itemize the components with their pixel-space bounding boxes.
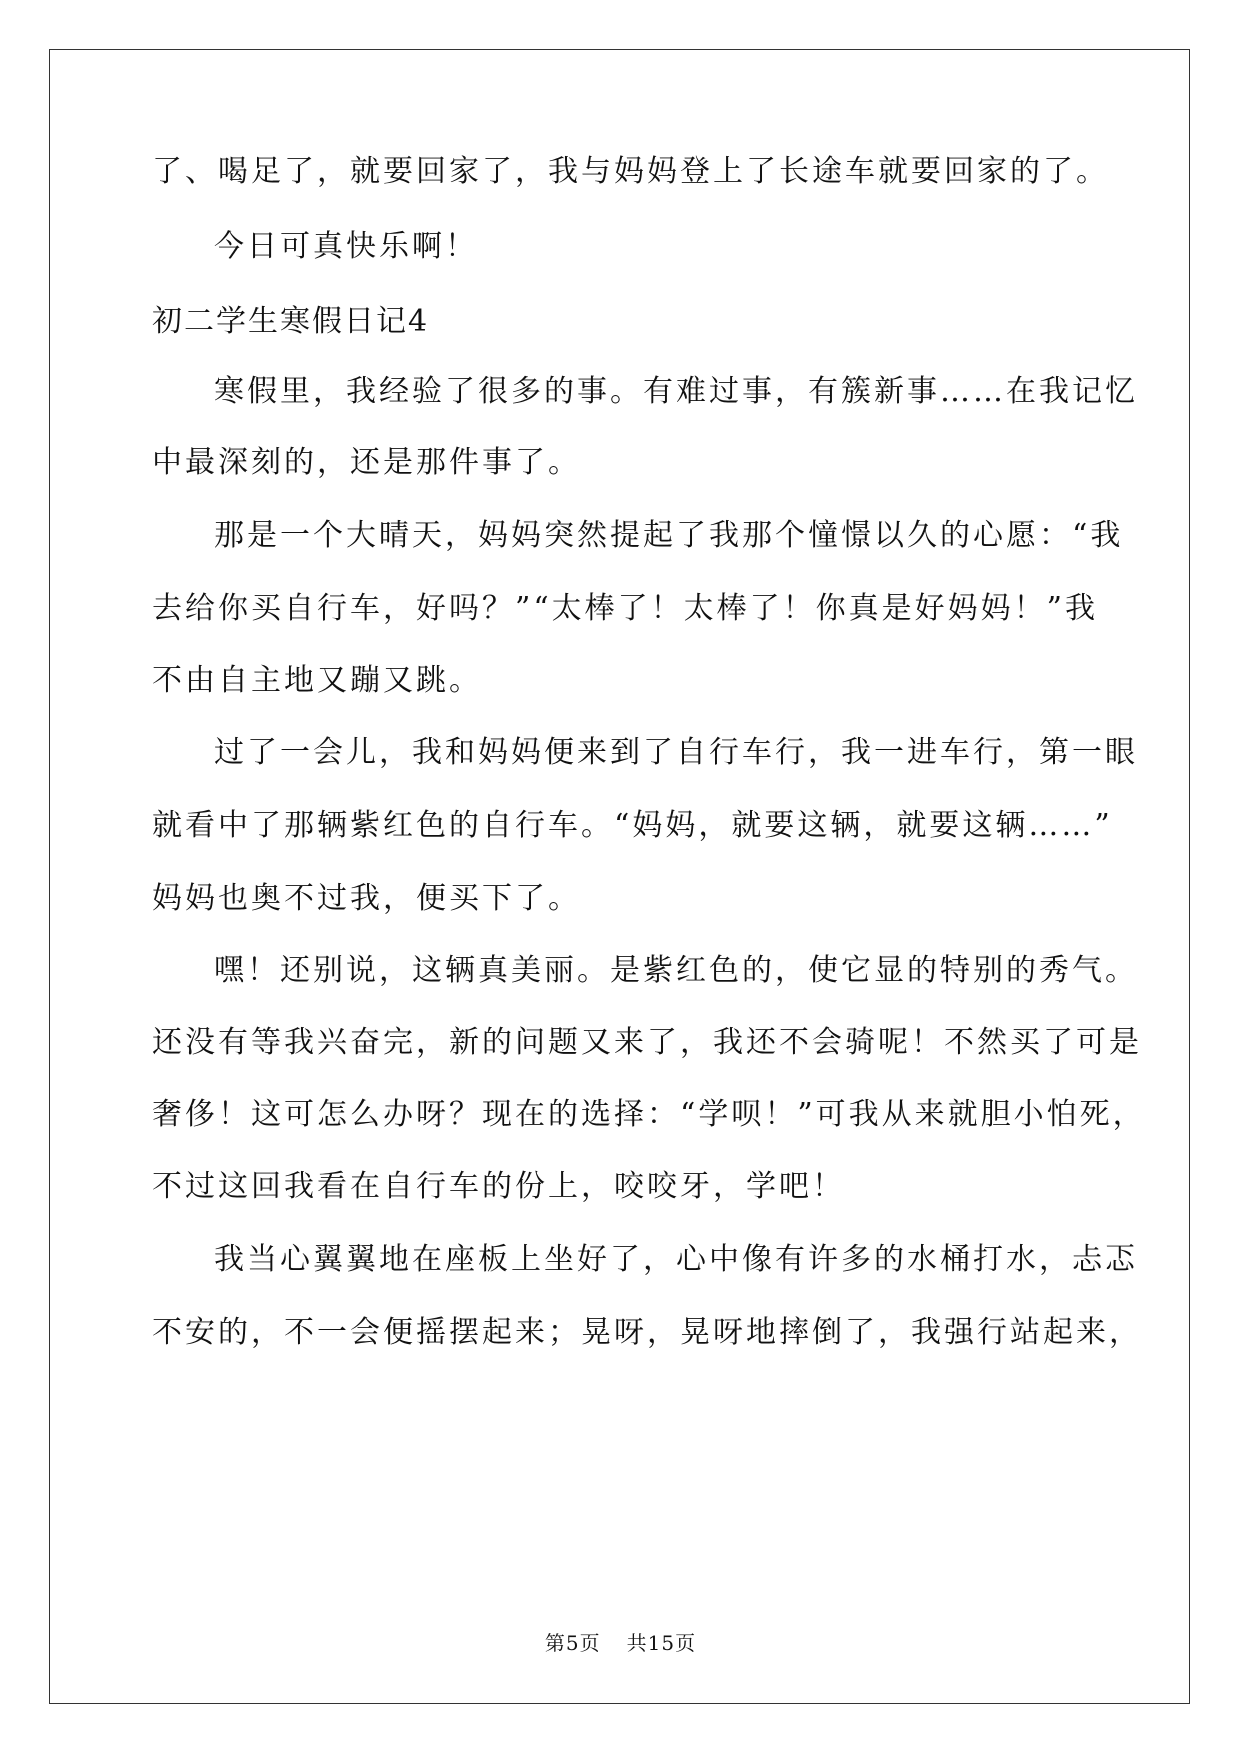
paragraph-line: 今日可真快乐啊！ — [214, 229, 478, 264]
paragraph-line: 就看中了那辆紫红色的自行车。“妈妈，就要这辆，就要这辆……” — [152, 808, 1113, 843]
paragraph-line: 去给你买自行车，好吗？”“太棒了！太棒了！你真是好妈妈！”我 — [152, 591, 1099, 626]
page-border — [49, 49, 1190, 1704]
page-footer — [0, 1627, 1241, 1656]
paragraph-line: 了、喝足了，就要回家了，我与妈妈登上了长途车就要回家的了。 — [152, 154, 1109, 189]
page-number: 第5页 — [544, 1631, 601, 1655]
paragraph-line: 不过这回我看在自行车的份上，咬咬牙，学吧！ — [152, 1169, 845, 1204]
paragraph-line: 妈妈也奥不过我，便买下了。 — [152, 881, 581, 916]
paragraph-line: 不安的，不一会便摇摆起来；晃呀，晃呀地摔倒了，我强行站起来， — [152, 1315, 1142, 1350]
section-heading: 初二学生寒假日记4 — [152, 304, 430, 339]
paragraph-line: 嘿！还别说，这辆真美丽。是紫红色的，使它显的特别的秀气。 — [214, 953, 1138, 988]
paragraph-line: 寒假里，我经验了很多的事。有难过事，有簇新事……在我记忆 — [214, 374, 1138, 409]
paragraph-line: 过了一会儿，我和妈妈便来到了自行车行，我一进车行，第一眼 — [214, 735, 1138, 770]
paragraph-line: 我当心翼翼地在座板上坐好了，心中像有许多的水桶打水，忐忑 — [214, 1242, 1138, 1277]
paragraph-line: 中最深刻的，还是那件事了。 — [152, 445, 581, 480]
paragraph-line: 不由自主地又蹦又跳。 — [152, 663, 482, 698]
paragraph-line: 那是一个大晴天，妈妈突然提起了我那个憧憬以久的心愿：“我 — [214, 518, 1124, 553]
paragraph-line: 奢侈！这可怎么办呀？现在的选择：“学呗！”可我从来就胆小怕死， — [152, 1097, 1146, 1132]
paragraph-line: 还没有等我兴奋完，新的问题又来了，我还不会骑呢！不然买了可是 — [152, 1025, 1142, 1060]
page-total: 共15页 — [626, 1631, 697, 1655]
